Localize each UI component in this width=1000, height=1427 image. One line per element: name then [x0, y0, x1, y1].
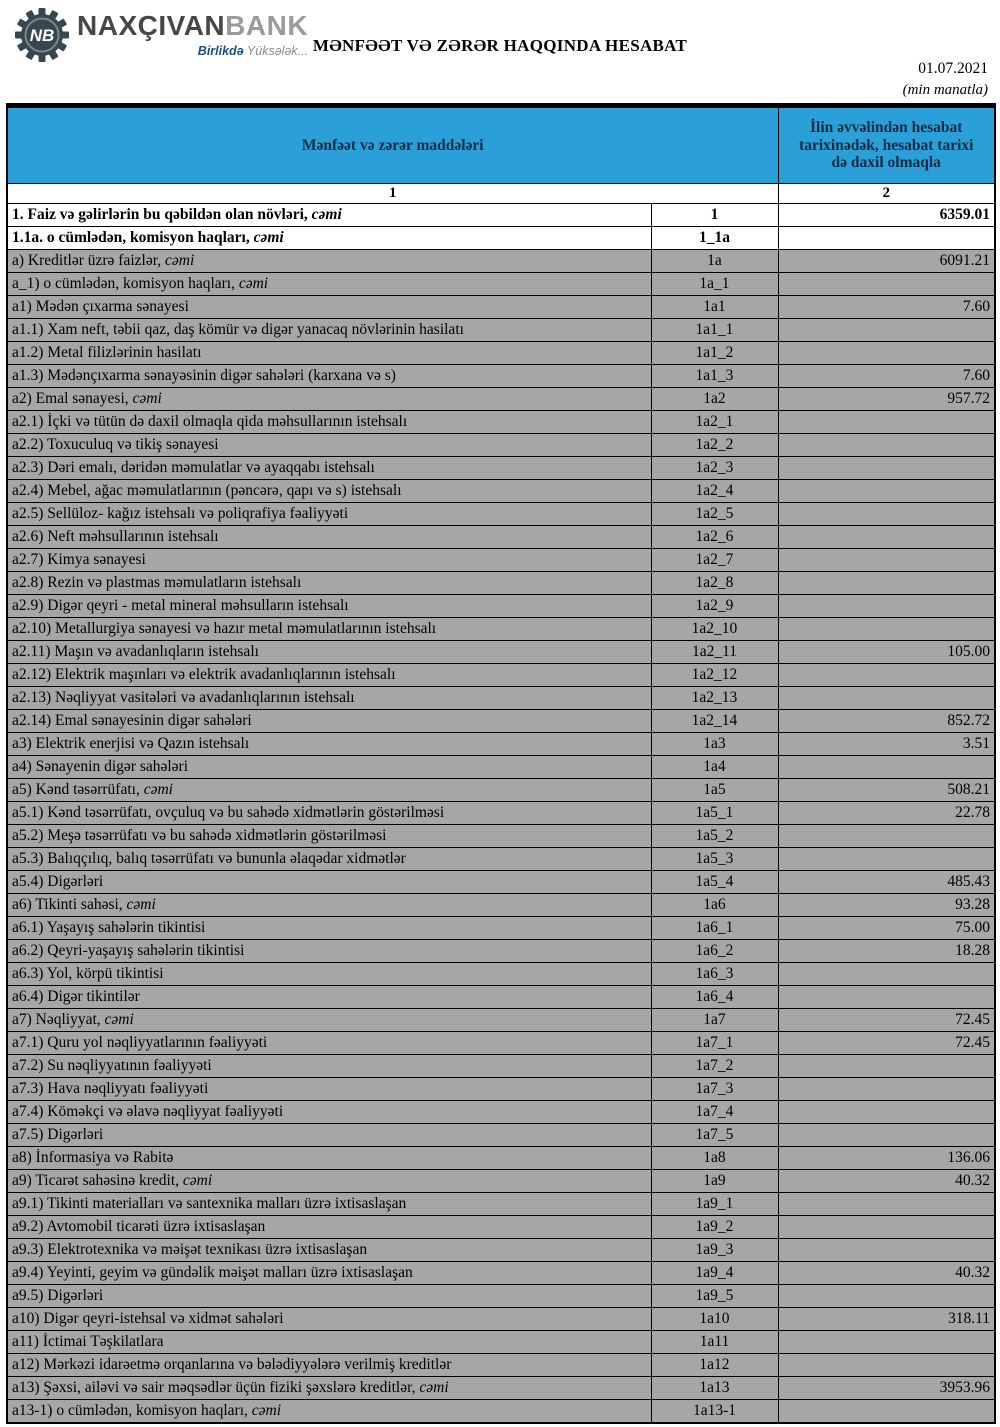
column-number-2: 2: [778, 184, 995, 204]
table-row: [7, 1055, 995, 1078]
item-value: 852.72: [778, 710, 995, 733]
item-label: a2.6) Neft məhsullarının istehsalı: [7, 526, 651, 549]
item-label: a7.4) Köməkçi və əlavə nəqliyyat fəaliyyəti: [7, 1101, 651, 1124]
item-code: 1a7_1: [651, 1032, 778, 1055]
table-row: [7, 1147, 995, 1170]
item-label: a6) Tikinti sahəsi, cəmi: [7, 894, 651, 917]
item-code: 1a5_3: [651, 848, 778, 871]
item-label: a1) Mədən çıxarma sənayesi: [7, 296, 651, 319]
item-label: a13) Şəxsi, ailəvi və sair məqsədlər üçün fiziki şəxslərə kreditlər, cəmi: [7, 1377, 651, 1400]
item-code: 1a1_3: [651, 365, 778, 388]
profit-loss-table: [6, 103, 996, 1424]
table-row: [7, 434, 995, 457]
item-value: [778, 595, 995, 618]
item-code: 1a8: [651, 1147, 778, 1170]
item-code: 1a7_2: [651, 1055, 778, 1078]
table-row: [7, 802, 995, 825]
item-value: [778, 1285, 995, 1308]
item-code: 1a5_2: [651, 825, 778, 848]
item-code: 1a6_3: [651, 963, 778, 986]
table-row: [7, 365, 995, 388]
table-row: [7, 1239, 995, 1262]
item-label: a6.1) Yaşayış sahələrin tikintisi: [7, 917, 651, 940]
item-value: [778, 1124, 995, 1147]
table-row: [7, 1170, 995, 1193]
table-row: [7, 1331, 995, 1354]
table-row: [7, 1308, 995, 1331]
table-row: [7, 296, 995, 319]
item-code: 1a11: [651, 1331, 778, 1354]
table-row: [7, 664, 995, 687]
item-code: 1a13: [651, 1377, 778, 1400]
table-row: [7, 388, 995, 411]
item-label: a7.1) Quru yol nəqliyyatlarının fəaliyyəti: [7, 1032, 651, 1055]
item-value: 40.32: [778, 1262, 995, 1285]
item-label: a9) Ticarət sahəsinə kredit, cəmi: [7, 1170, 651, 1193]
item-code: 1a10: [651, 1308, 778, 1331]
item-value: 72.45: [778, 1009, 995, 1032]
item-value: 105.00: [778, 641, 995, 664]
item-label: a2.1) İçki və tütün də daxil olmaqla qida məhsullarının istehsalı: [7, 411, 651, 434]
item-code: 1a2_1: [651, 411, 778, 434]
item-label: a7.5) Digərləri: [7, 1124, 651, 1147]
table-row: [7, 572, 995, 595]
table-row: [7, 779, 995, 802]
item-value: [778, 434, 995, 457]
item-label: a9.3) Elektrotexnika və məişət texnikası üzrə ixtisaslaşan: [7, 1239, 651, 1262]
item-label: a7.3) Hava nəqliyyatı fəaliyyəti: [7, 1078, 651, 1101]
item-value: 7.60: [778, 296, 995, 319]
item-code: 1a2_4: [651, 480, 778, 503]
item-label: a1.3) Mədənçıxarma sənayəsinin digər sahələri (karxana və s): [7, 365, 651, 388]
table-row: [7, 756, 995, 779]
table-row: [7, 595, 995, 618]
item-label: a13-1) o cümlədən, komisyon haqları, cəmi: [7, 1400, 651, 1423]
item-code: 1a6_1: [651, 917, 778, 940]
item-label: a2.13) Nəqliyyat vasitələri və avadanlıqlarının istehsalı: [7, 687, 651, 710]
item-label: a8) İnformasiya və Rabitə: [7, 1147, 651, 1170]
table-row: [7, 1285, 995, 1308]
item-code: 1a2_9: [651, 595, 778, 618]
item-label: a) Kreditlər üzrə faizlər, cəmi: [7, 250, 651, 273]
table-row: [7, 894, 995, 917]
item-code: 1a6_2: [651, 940, 778, 963]
table-body: [7, 204, 995, 1423]
item-value: [778, 1239, 995, 1262]
item-value: [778, 1055, 995, 1078]
table-row: [7, 1101, 995, 1124]
item-value: 18.28: [778, 940, 995, 963]
item-code: 1a1_2: [651, 342, 778, 365]
item-code: 1a5: [651, 779, 778, 802]
item-value: 485.43: [778, 871, 995, 894]
item-code: 1a2_11: [651, 641, 778, 664]
item-value: [778, 411, 995, 434]
item-value: [778, 1101, 995, 1124]
item-value: 6359.01: [778, 204, 995, 227]
table-row: [7, 411, 995, 434]
item-value: [778, 756, 995, 779]
item-code: 1a1_1: [651, 319, 778, 342]
table-row: [7, 1377, 995, 1400]
table-header-row: [7, 106, 995, 184]
item-code: 1a5_1: [651, 802, 778, 825]
item-label: a4) Sənayenin digər sahələri: [7, 756, 651, 779]
item-code: 1a2_12: [651, 664, 778, 687]
item-label: a5.4) Digərləri: [7, 871, 651, 894]
items-column-header: Mənfəət və zərər maddələri: [7, 106, 778, 184]
item-value: [778, 526, 995, 549]
report-title: MƏNFƏƏT VƏ ZƏRƏR HAQQINDA HESABAT: [312, 36, 688, 55]
item-code: 1a2_6: [651, 526, 778, 549]
brand-tagline-rest: Yüksələk...: [246, 44, 309, 58]
item-label: 1. Faiz və gəlirlərin bu qəbildən olan növləri, cəmi: [7, 204, 651, 227]
value-column-header: İlin əvvəlindən hesabat tarixinədək, hesabat tarixi də daxil olmaqla: [778, 106, 995, 184]
item-code: 1a2: [651, 388, 778, 411]
item-value: 7.60: [778, 365, 995, 388]
item-label: a5.3) Balıqçılıq, balıq təsərrüfatı və bununla əlaqədar xidmətlər: [7, 848, 651, 871]
item-code: 1: [651, 204, 778, 227]
item-code: 1a7_4: [651, 1101, 778, 1124]
table-row: [7, 940, 995, 963]
brand-tagline-lead: Birlikdə: [197, 44, 244, 58]
table-row: [7, 710, 995, 733]
item-code: 1a9_1: [651, 1193, 778, 1216]
item-code: 1a_1: [651, 273, 778, 296]
item-code: 1a2_3: [651, 457, 778, 480]
table-row: [7, 687, 995, 710]
table-row: [7, 526, 995, 549]
item-code: 1a5_4: [651, 871, 778, 894]
item-code: 1a2_8: [651, 572, 778, 595]
item-label: a_1) o cümlədən, komisyon haqları, cəmi: [7, 273, 651, 296]
item-value: [778, 273, 995, 296]
item-label: a2.8) Rezin və plastmas məmulatların istehsalı: [7, 572, 651, 595]
item-value: 957.72: [778, 388, 995, 411]
item-value: 93.28: [778, 894, 995, 917]
table-row: [7, 1124, 995, 1147]
item-label: a2.2) Toxuculuq və tikiş sənayesi: [7, 434, 651, 457]
table-row: [7, 549, 995, 572]
table-row: [7, 618, 995, 641]
item-code: 1a3: [651, 733, 778, 756]
item-value: [778, 687, 995, 710]
item-code: 1a12: [651, 1354, 778, 1377]
item-label: a2.7) Kimya sənayesi: [7, 549, 651, 572]
item-value: 6091.21: [778, 250, 995, 273]
table-row: [7, 1032, 995, 1055]
item-code: 1a2_10: [651, 618, 778, 641]
table-row: [7, 273, 995, 296]
item-code: 1a2_7: [651, 549, 778, 572]
table-row: [7, 1262, 995, 1285]
item-label: a6.2) Qeyri-yaşayış sahələrin tikintisi: [7, 940, 651, 963]
item-code: 1a9: [651, 1170, 778, 1193]
item-label: a5.1) Kənd təsərrüfatı, ovçuluq və bu sahədə xidmətlərin göstərilməsi: [7, 802, 651, 825]
item-label: a6.3) Yol, körpü tikintisi: [7, 963, 651, 986]
item-code: 1a2_5: [651, 503, 778, 526]
item-value: 3.51: [778, 733, 995, 756]
table-row: [7, 1078, 995, 1101]
item-value: 3953.96: [778, 1377, 995, 1400]
column-number-row: [7, 184, 995, 204]
item-label: a2.4) Mebel, ağac məmulatlarının (pəncərə, qapı və s) istehsalı: [7, 480, 651, 503]
table-row: [7, 733, 995, 756]
item-code: 1a6_4: [651, 986, 778, 1009]
item-label: a2.10) Metallurgiya sənayesi və hazır metal məmulatlarının istehsalı: [7, 618, 651, 641]
item-value: [778, 549, 995, 572]
item-value: [778, 457, 995, 480]
item-label: a2.14) Emal sənayesinin digər sahələri: [7, 710, 651, 733]
item-value: [778, 986, 995, 1009]
item-label: a2.9) Digər qeyri - metal mineral məhsulların istehsalı: [7, 595, 651, 618]
item-label: a2.11) Maşın və avadanlıqların istehsalı: [7, 641, 651, 664]
unit-note: (min manatla): [902, 82, 988, 98]
item-code: 1a9_3: [651, 1239, 778, 1262]
table-row: [7, 848, 995, 871]
item-label: a7.2) Su nəqliyyatının fəaliyyəti: [7, 1055, 651, 1078]
brand-name-secondary: BANK: [225, 10, 309, 41]
item-label: a5.2) Meşə təsərrüfatı və bu sahədə xidmətlərin göstərilməsi: [7, 825, 651, 848]
item-label: a10) Digər qeyri-istehsal və xidmət sahələri: [7, 1308, 651, 1331]
item-value: 40.32: [778, 1170, 995, 1193]
item-value: [778, 664, 995, 687]
item-code: 1a9_5: [651, 1285, 778, 1308]
table-row: [7, 480, 995, 503]
item-label: a1.1) Xam neft, təbii qaz, daş kömür və digər yanacaq növlərinin hasilatı: [7, 319, 651, 342]
item-label: a9.5) Digərləri: [7, 1285, 651, 1308]
item-value: 75.00: [778, 917, 995, 940]
item-code: 1a13-1: [651, 1400, 778, 1423]
item-value: [778, 319, 995, 342]
table-row: [7, 1009, 995, 1032]
item-value: [778, 1193, 995, 1216]
item-value: [778, 618, 995, 641]
item-code: 1a9_2: [651, 1216, 778, 1239]
item-code: 1a2_13: [651, 687, 778, 710]
table-row: [7, 250, 995, 273]
item-label: a6.4) Digər tikintilər: [7, 986, 651, 1009]
table-row: [7, 503, 995, 526]
item-value: 136.06: [778, 1147, 995, 1170]
item-value: [778, 963, 995, 986]
table-row: [7, 1193, 995, 1216]
item-label: a9.2) Avtomobil ticarəti üzrə ixtisaslaşan: [7, 1216, 651, 1239]
item-value: 318.11: [778, 1308, 995, 1331]
column-number-1: 1: [7, 184, 778, 204]
item-code: 1a1: [651, 296, 778, 319]
item-label: a7) Nəqliyyat, cəmi: [7, 1009, 651, 1032]
report-date: 01.07.2021: [918, 60, 988, 77]
item-code: 1_1a: [651, 227, 778, 250]
item-label: a9.4) Yeyinti, geyim və gündəlik məişət malları üzrə ixtisaslaşan: [7, 1262, 651, 1285]
item-value: 22.78: [778, 802, 995, 825]
table-row: [7, 227, 995, 250]
item-value: [778, 503, 995, 526]
item-label: a2.12) Elektrik maşınları və elektrik avadanlıqlarının istehsalı: [7, 664, 651, 687]
table-row: [7, 204, 995, 227]
table-row: [7, 963, 995, 986]
item-value: [778, 1354, 995, 1377]
item-code: 1a9_4: [651, 1262, 778, 1285]
item-code: 1a6: [651, 894, 778, 917]
item-value: 508.21: [778, 779, 995, 802]
logo-initials: NB: [29, 26, 55, 45]
item-code: 1a7_3: [651, 1078, 778, 1101]
item-value: [778, 848, 995, 871]
table-row: [7, 1400, 995, 1423]
item-code: 1a4: [651, 756, 778, 779]
item-value: [778, 1331, 995, 1354]
item-value: [778, 1216, 995, 1239]
table-row: [7, 986, 995, 1009]
item-label: a2.5) Sellüloz- kağız istehsalı və poliqrafiya fəaliyyəti: [7, 503, 651, 526]
brand-name-primary: NAXÇIVAN: [77, 10, 226, 41]
item-label: 1.1a. o cümlədən, komisyon haqları, cəmi: [7, 227, 651, 250]
item-label: a2) Emal sənayesi, cəmi: [7, 388, 651, 411]
table-row: [7, 1354, 995, 1377]
item-code: 1a7_5: [651, 1124, 778, 1147]
item-value: [778, 825, 995, 848]
item-label: a12) Mərkəzi idarəetmə orqanlarına və bələdiyyələrə verilmiş kreditlər: [7, 1354, 651, 1377]
report-meta: [903, 60, 988, 99]
document-header: [0, 0, 1000, 103]
item-code: 1a: [651, 250, 778, 273]
table-row: [7, 457, 995, 480]
table-row: [7, 825, 995, 848]
item-value: [778, 480, 995, 503]
table-row: [7, 319, 995, 342]
table-row: [7, 917, 995, 940]
item-value: 72.45: [778, 1032, 995, 1055]
table-row: [7, 342, 995, 365]
item-value: [778, 1400, 995, 1423]
item-label: a9.1) Tikinti materialları və santexnika malları üzrə ixtisaslaşan: [7, 1193, 651, 1216]
item-code: 1a2_14: [651, 710, 778, 733]
item-code: 1a2_2: [651, 434, 778, 457]
table-row: [7, 641, 995, 664]
item-value: [778, 572, 995, 595]
item-value: [778, 1078, 995, 1101]
item-label: a2.3) Dəri emalı, dəridən məmulatlar və ayaqqabı istehsalı: [7, 457, 651, 480]
item-label: a5) Kənd təsərrüfatı, cəmi: [7, 779, 651, 802]
item-value: [778, 227, 995, 250]
item-label: a1.2) Metal filizlərinin hasilatı: [7, 342, 651, 365]
item-label: a11) İctimai Təşkilatlara: [7, 1331, 651, 1354]
table-row: [7, 871, 995, 894]
item-code: 1a7: [651, 1009, 778, 1032]
item-value: [778, 342, 995, 365]
table-row: [7, 1216, 995, 1239]
item-label: a3) Elektrik enerjisi və Qazın istehsalı: [7, 733, 651, 756]
